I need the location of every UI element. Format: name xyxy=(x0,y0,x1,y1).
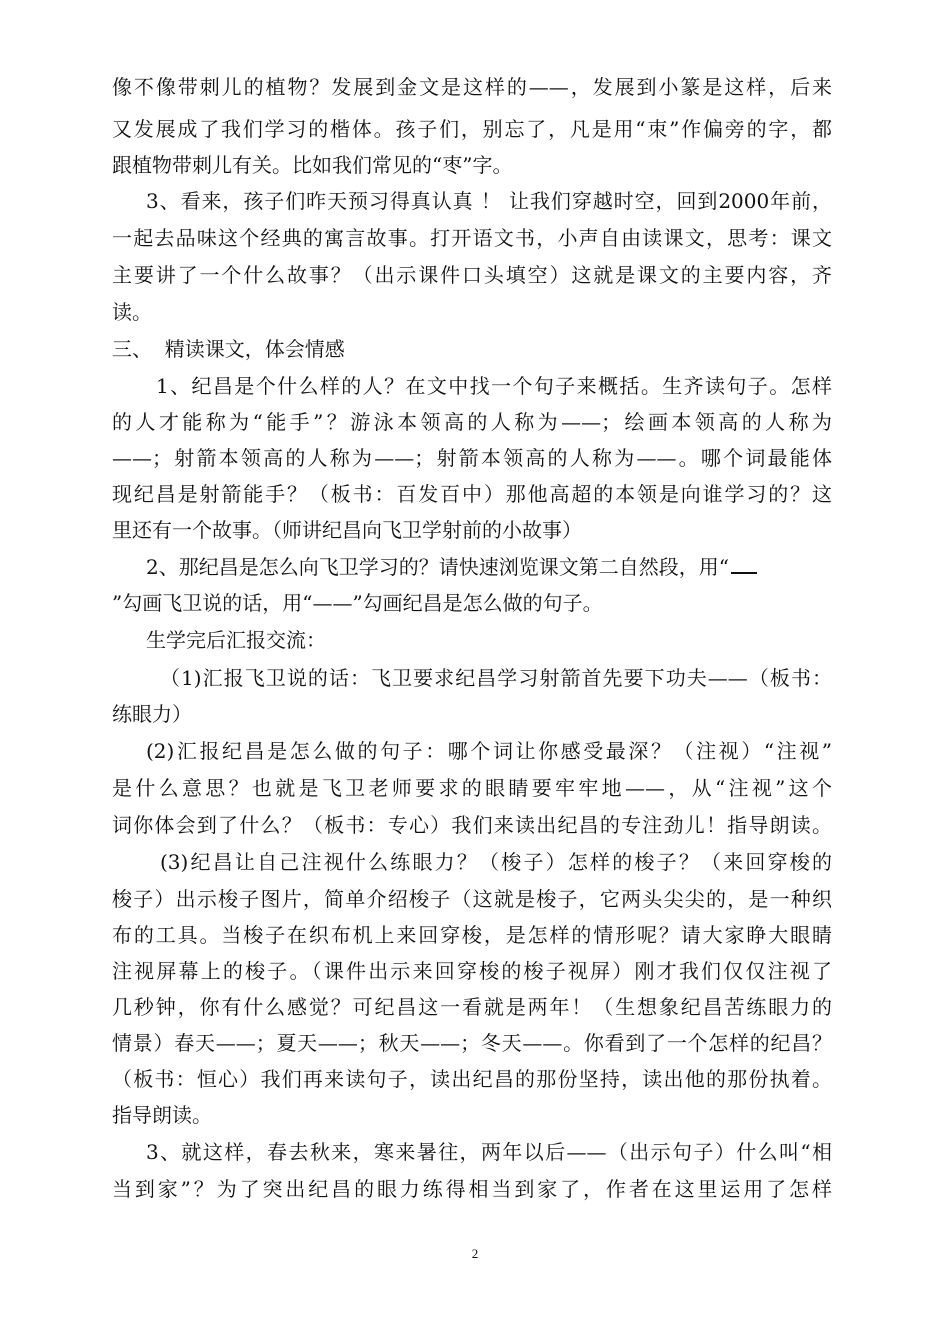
text-line: 主要讲了一个什么故事？（出示课件口头填空）这就是课文的主要内容，齐 xyxy=(112,263,832,287)
text-line: 3、看来，孩子们昨天预习得真认真 ！ 让我们穿越时空，回到2000年前， xyxy=(146,189,832,213)
text-line: 像不像带刺儿的植物？发展到金文是这样的——，发展到小篆是这样，后来 xyxy=(112,75,832,99)
text-line: ——；射箭本领高的人称为——；射箭本领高的人称为——。哪个词最能体 xyxy=(112,446,832,470)
text-line: 布的工具。当梭子在织布机上来回穿梭，是怎样的情形呢？请大家睁大眼睛 xyxy=(112,923,832,947)
text-line: （1)汇报飞卫说的话：飞卫要求纪昌学习射箭首先要下功夫——（板书： xyxy=(160,666,832,690)
text-line: 1、纪昌是个什么样的人？在文中找一个句子来概括。生齐读句子。怎样 xyxy=(156,374,832,398)
section-heading: 三、 精读课文，体会情感 xyxy=(112,337,345,361)
text-line: ”勾画飞卫说的话，用“——”勾画纪昌是怎么做的句子。 xyxy=(112,591,603,615)
text-line: 生学完后汇报交流： xyxy=(146,628,326,652)
text-line: 几秒钟，你有什么感觉？可纪昌这一看就是两年！（生想象纪昌苦练眼力的 xyxy=(112,995,832,1019)
text-line: 梭子）出示梭子图片，简单介绍梭子（这就是梭子，它两头尖尖的，是一种织 xyxy=(112,887,832,911)
text-line: 里还有一个故事。（师讲纪昌向飞卫学射前的小故事） xyxy=(112,518,582,542)
text-line: (2)汇报纪昌是怎么做的句子：哪个词让你感受最深？（注视）“注视” xyxy=(146,739,832,763)
text-line: (3)纪昌让自己注视什么练眼力？（梭子）怎样的梭子？（来回穿梭的 xyxy=(160,850,832,874)
text-line xyxy=(146,550,836,584)
text-line: 练眼力） xyxy=(112,702,192,726)
text-line: 注视屏幕上的梭子。（课件出示来回穿梭的梭子视屏）刚才我们仅仅注视了 xyxy=(112,959,832,983)
text-line: 跟植物带刺儿有关。比如我们常见的“枣”字。 xyxy=(112,153,513,177)
text-line: 的人才能称为“能手”？游泳本领高的人称为——；绘画本领高的人称为 xyxy=(112,410,832,434)
text-line: 指导朗读。 xyxy=(112,1103,212,1127)
text-line: 3、就这样，春去秋来，寒来暑往，两年以后——（出示句子）什么叫“相 xyxy=(146,1140,832,1164)
text-line: 情景）春天——；夏天——；秋天——；冬天——。你看到了一个怎样的纪昌？ xyxy=(112,1031,832,1055)
text-line: 是什么意思？也就是飞卫老师要求的眼睛要牢牢地——，从“注视”这个 xyxy=(112,776,832,800)
text-line: 现纪昌是射箭能手？（板书：百发百中）那他高超的本领是向谁学习的？这 xyxy=(112,482,832,506)
underline-mark xyxy=(731,556,757,574)
text-line: 词你体会到了什么？（板书：专心）我们来读出纪昌的专注劲儿！指导朗读。 xyxy=(112,813,832,837)
text-line: 当到家”？为了突出纪昌的眼力练得相当到家了，作者在这里运用了怎样 xyxy=(112,1177,832,1201)
text-span: 2、那纪昌是怎么向飞卫学习的？请快速浏览课文第二自然段，用“ xyxy=(146,555,729,579)
text-line: 读。 xyxy=(112,300,152,324)
text-line: 又发展成了我们学习的楷体。孩子们，别忘了，凡是用“朿”作偏旁的字，都 xyxy=(112,117,832,141)
text-line: 一起去品味这个经典的寓言故事。打开语文书，小声自由读课文，思考：课文 xyxy=(112,226,832,250)
page-number: 2 xyxy=(471,1246,479,1261)
text-line: （板书：恒心）我们再来读句子，读出纪昌的那份坚持，读出他的那份执着。 xyxy=(112,1067,832,1091)
